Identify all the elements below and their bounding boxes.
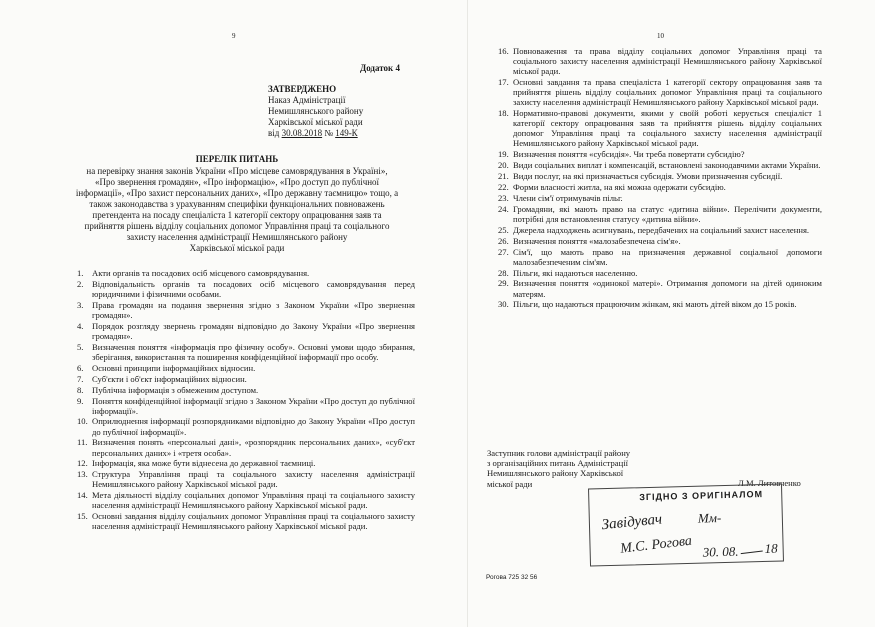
question-item	[498, 204, 822, 224]
question-number: 30.	[498, 299, 509, 310]
title-line: на перевірку знання законів України «Про місцеве самоврядування в Україні»,	[86, 166, 388, 176]
question-number: 16.	[498, 46, 509, 56]
document-title	[58, 154, 416, 254]
title-line: інформації», «Про захист персональних даних», «Про державну таємницю» тощо, а	[75, 188, 399, 198]
question-text: Пільги, що надаються працюючим жінкам, які мають дітей віком до 15 років.	[513, 299, 797, 310]
question-item	[498, 171, 822, 181]
signatory-name: Л.М. Литовченко	[738, 478, 801, 488]
question-item	[498, 278, 822, 298]
approval-heading: ЗАТВЕРДЖЕНО	[268, 84, 337, 94]
question-number: 18.	[498, 108, 509, 119]
approval-number: 149-К	[335, 128, 358, 138]
question-number: 29.	[498, 278, 509, 289]
question-item	[77, 374, 415, 384]
question-text: Основні завдання відділу соціальних допомог Управління праці та соціального захисту населення адміністрації Немишлянського району Харківської міської ради.	[92, 511, 415, 532]
question-text: Основні завдання та права спеціаліста 1 категорії сектору опрацювання заяв та прийняття рішень відділу соціальних допомог Управління праці та соціального захисту населення адміністрації Немишлянського району Харківської міської ради.	[513, 77, 822, 108]
title-line: захисту населення адміністрації Немишлянського району	[126, 232, 348, 242]
question-number: 17.	[498, 77, 509, 88]
question-item	[498, 236, 822, 246]
question-text: Види послуг, на які призначається субсидія. Умови призначення субсидії.	[513, 171, 783, 182]
question-item	[77, 321, 415, 341]
question-text: Члени сім'ї отримувачів пільг.	[513, 192, 623, 203]
question-item	[77, 342, 415, 362]
approval-block	[268, 84, 363, 139]
question-text: Мета діяльності відділу соціальних допомог Управління праці та соціального захисту населення адміністрації Немишлянського району Харківської міської ради.	[92, 490, 415, 511]
question-item	[77, 279, 415, 299]
question-text: Структура Управління праці та соціального захисту населення адміністрації Немишлянського району Харківської міської ради.	[92, 469, 415, 490]
question-number: 5.	[77, 341, 84, 352]
question-text: Визначення поняття «субсидія». Чи треба повертати субсидію?	[513, 149, 745, 160]
signature-line: міської ради	[487, 478, 533, 489]
question-item	[498, 193, 822, 203]
question-item	[77, 490, 415, 510]
footer-contact: Рогова 725 32 56	[486, 574, 538, 581]
question-item	[498, 77, 822, 107]
question-number: 15.	[77, 511, 88, 522]
question-number: 2.	[77, 278, 84, 289]
question-number: 13.	[77, 469, 88, 480]
question-item	[498, 182, 822, 192]
question-item	[77, 458, 415, 468]
question-text: Громадяни, які мають право на статус «дитина війни». Перелічити документи, потрібні для встановлення статусу «дитина війни».	[513, 203, 822, 224]
approval-line: Наказ Адміністрації	[268, 95, 346, 105]
question-text: Суб'єкти і об'єкт інформаційних відносин.	[92, 373, 247, 384]
question-text: Джерела надходжень асигнувань, передбачених на соціальний захист населення.	[513, 224, 810, 235]
question-text: Визначення поняття «малозабезпечена сім'я».	[513, 235, 681, 246]
question-number: 3.	[77, 299, 84, 310]
questions-list-left	[77, 268, 415, 532]
question-item	[498, 299, 822, 309]
stamp-handwriting	[589, 485, 783, 566]
question-text: Визначення поняття «одинокої матері». Отримання допомоги на дітей одиноким матерям.	[513, 278, 822, 299]
signature-line: Заступник голови адміністрації району	[487, 448, 631, 458]
addendum-label: Додаток 4	[360, 63, 400, 73]
question-number: 9.	[77, 395, 84, 406]
questions-list-right	[498, 46, 822, 310]
question-item	[77, 469, 415, 489]
question-number: 10.	[77, 416, 88, 427]
page-divider	[467, 0, 468, 627]
question-text: Основні принципи інформаційних відносин.	[92, 362, 256, 373]
question-text: Інформація, яка може бути віднесена до державної таємниці.	[92, 458, 316, 469]
question-item	[77, 511, 415, 531]
question-text: Нормативно-правові документи, якими у своїй роботі керується спеціаліст 1 категорії сектору опрацювання заяв та прийняття рішень відділу соціальних допомог Управління праці та соціального захисту населення адміністрації Немишлянського району Харківської міської ради.	[513, 108, 822, 149]
question-number: 20.	[498, 160, 509, 171]
question-text: Права громадян на подання звернення згідно з Законом України «Про звернення громадян».	[92, 299, 415, 320]
question-item	[498, 247, 822, 267]
question-number: 24.	[498, 203, 509, 214]
approval-line: Харківської міської ради	[268, 117, 363, 127]
title-line: також законодавства з урахуванням специфіки функціональних повноважень	[89, 199, 385, 209]
handwriting-year: 18	[764, 540, 778, 556]
question-item	[498, 46, 822, 76]
question-number: 23.	[498, 192, 509, 203]
handwriting-name: М.С. Рогова	[619, 533, 693, 557]
stamp-title: ЗГІДНО З ОРИГІНАЛОМ	[639, 488, 764, 503]
question-text: Форми власності житла, на які можна одержати субсидію.	[513, 182, 726, 192]
title-line: «Про звернення громадян», «Про інформацію», «Про доступ до публічної	[94, 177, 380, 187]
question-item	[77, 300, 415, 320]
handwriting-date: 30. 08.	[702, 543, 739, 560]
question-number: 8.	[77, 384, 84, 395]
question-text: Поняття конфіденційної інформації згідно з Законом України «Про доступ до публічної інформації».	[92, 395, 415, 416]
signature-block	[487, 448, 630, 489]
question-number: 6.	[77, 362, 84, 373]
question-text: Визначення поняття «інформація про фізичну особу». Основні умови щодо збирання, зберігання, використання та поширення конфіденційної інформації про особу.	[92, 341, 415, 362]
date-prefix: від	[268, 128, 282, 138]
handwriting-stroke	[741, 551, 763, 554]
question-number: 1.	[77, 268, 84, 278]
question-number: 21.	[498, 171, 509, 182]
question-number: 12.	[77, 458, 88, 469]
approval-line: Немишлянського району	[268, 106, 364, 116]
question-item	[77, 416, 415, 436]
question-text: Оприлюднення інформації розпорядниками відповідно до Закону України «Про доступ до публічної інформації».	[92, 416, 415, 437]
question-text: Визначення понять «персональні дані», «розпорядник персональних даних», «суб'єкт персональних даних» і «третя особа».	[92, 437, 415, 458]
question-item	[77, 437, 415, 457]
question-item	[498, 160, 822, 170]
question-item	[498, 108, 822, 148]
question-item	[77, 385, 415, 395]
approval-date-line	[268, 128, 363, 139]
question-number: 14.	[77, 490, 88, 501]
handwriting-position: Завідувач	[600, 511, 663, 534]
question-text: Повноваження та права відділу соціальних допомог Управління праці та соціального захисту населення адміністрації Немишлянського району Харківської міської ради.	[513, 46, 822, 77]
question-text: Пільги, які надаються населенню.	[513, 267, 638, 278]
title-line: прийняття рішень відділу соціальних допомог Управління праці та соціального	[84, 221, 390, 231]
signature-line: Немишлянського району Харківської	[487, 468, 624, 479]
question-text: Сім'ї, що мають право на призначення державної соціальної допомоги малозабезпеченим сім'ям.	[513, 246, 822, 267]
question-text: Порядок розгляду звернень громадян відповідно до Закону України «Про звернення громадян».	[92, 320, 415, 341]
question-item	[498, 225, 822, 235]
question-number: 4.	[77, 320, 84, 331]
question-text: Види соціальних виплат і компенсацій, встановлені законодавчими актами України.	[513, 160, 821, 171]
question-text: Публічна інформація з обмеженим доступом.	[92, 384, 259, 395]
question-number: 7.	[77, 373, 84, 384]
question-number: 19.	[498, 149, 509, 160]
title-heading: ПЕРЕЛІК ПИТАНЬ	[195, 154, 279, 164]
page-number-right: 10	[657, 32, 664, 40]
question-item	[498, 149, 822, 159]
question-number: 27.	[498, 246, 509, 257]
handwritten-signature: Мм-	[697, 510, 722, 526]
question-number: 11.	[77, 437, 88, 448]
question-number: 22.	[498, 182, 509, 192]
title-line: претендента на посаду спеціаліста 1 категорії сектору опрацювання заяв та	[92, 210, 382, 220]
signature-line: з організаційних питань Адміністрації	[487, 458, 628, 469]
question-item	[77, 268, 415, 278]
question-item	[77, 363, 415, 373]
certification-stamp	[588, 483, 784, 566]
question-number: 25.	[498, 224, 509, 235]
number-prefix: №	[322, 128, 336, 138]
question-text: Відповідальність органів та посадових осіб місцевого самоврядування перед юридичними і фізичними особами.	[92, 278, 415, 299]
question-item	[498, 268, 822, 278]
question-number: 28.	[498, 267, 509, 278]
approval-date: 30.08.2018	[281, 128, 323, 138]
question-number: 26.	[498, 235, 509, 246]
question-text: Акти органів та посадових осіб місцевого самоврядування.	[92, 268, 310, 278]
page-number-left: 9	[232, 32, 236, 40]
title-line: Харківської міської ради	[189, 243, 285, 253]
question-item	[77, 396, 415, 416]
